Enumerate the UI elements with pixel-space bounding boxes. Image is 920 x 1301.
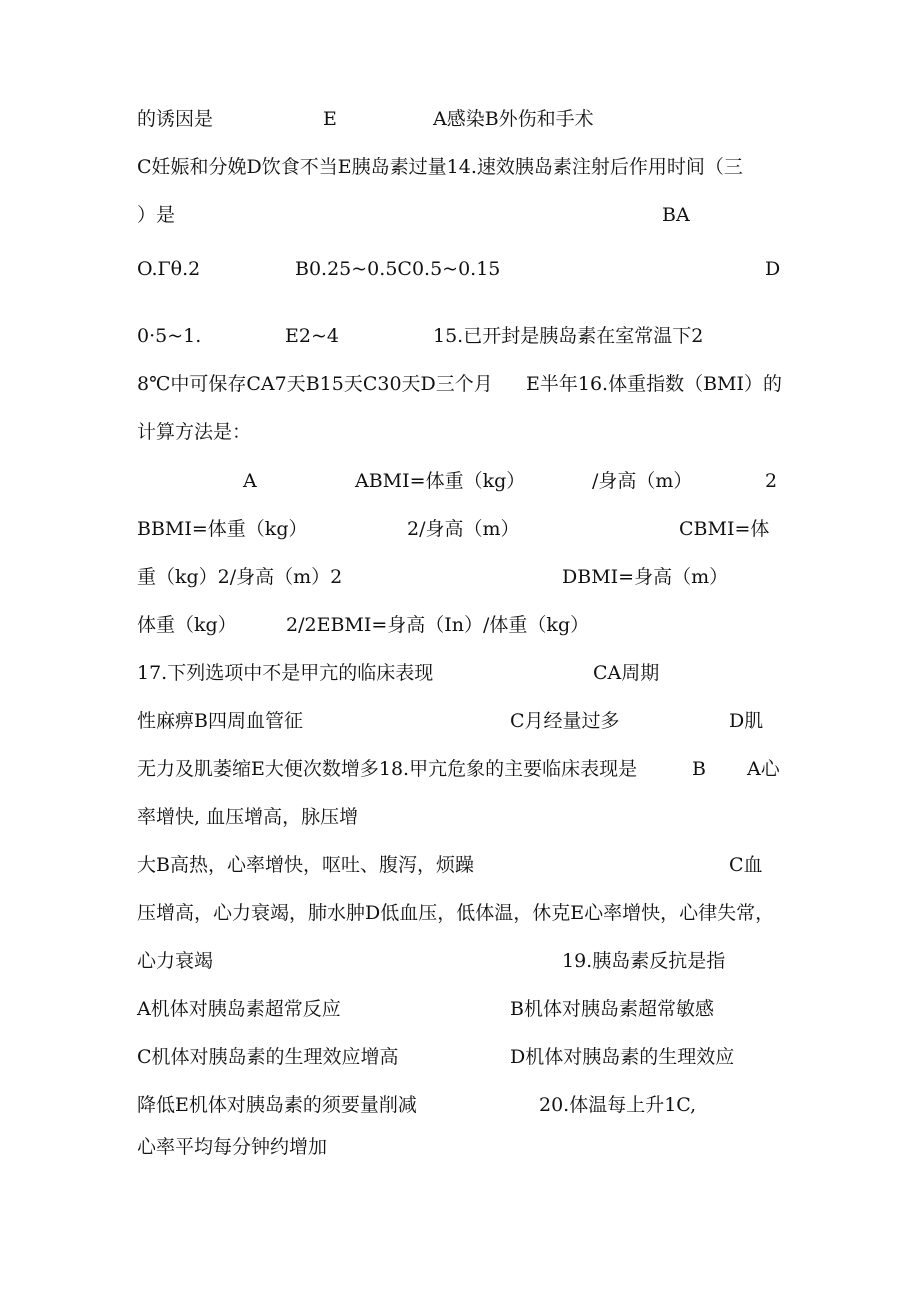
text-segment: 15.已开封是胰岛素在室常温下2 [433, 325, 704, 347]
text-segment: 大B高热，心率增快，呕吐、腹泻，烦躁 [137, 854, 474, 876]
text-segment: E半年16.体重指数（BMI）的 [526, 373, 783, 395]
text-segment: BA [662, 204, 690, 226]
text-segment: 心率平均每分钟约增加 [137, 1136, 328, 1158]
text-segment: 的诱因是 [137, 108, 214, 130]
text-segment: 体重（kg） [137, 614, 237, 636]
text-segment: E [323, 108, 337, 130]
text-segment: 20.体温每上升1C, [539, 1094, 697, 1116]
text-segment: 无力及肌萎缩E大便次数增多18.甲亢危象的主要临床表现是 [137, 758, 638, 780]
text-segment: O.Γθ.2 [137, 258, 201, 280]
text-segment: B机体对胰岛素超常敏感 [510, 998, 714, 1020]
text-segment: D肌 [729, 710, 764, 732]
text-segment: 2 [765, 470, 778, 492]
text-segment: DBMI=身高（m） [562, 566, 729, 588]
text-segment: /身高（m） [592, 470, 693, 492]
text-segment: A [243, 470, 257, 492]
text-segment: CA周期 [593, 662, 660, 684]
text-segment: 2/2EBMI=身高（In）/体重（kg） [286, 614, 590, 636]
text-segment: 心力衰竭 [137, 950, 214, 972]
text-segment: D [765, 258, 781, 280]
text-segment: ）是 [137, 204, 176, 226]
text-segment: CBMI=体 [679, 518, 770, 540]
text-segment: B0.25~0.5C0.5~0.15 [295, 258, 501, 280]
text-segment: BBMI=体重（kg） [137, 518, 308, 540]
text-segment: B [692, 758, 706, 780]
text-segment: C血 [729, 854, 763, 876]
text-segment: C妊娠和分娩D饮食不当E胰岛素过量14.速效胰岛素注射后作用时间（三 [137, 156, 743, 178]
text-segment: 重（kg）2/身高（m）2 [137, 566, 343, 588]
text-segment: A感染B外伤和手术 [433, 108, 594, 130]
text-segment: 压增高，心力衰竭，肺水肿D低血压，低体温，休克E心率增快，心律失常， [137, 902, 775, 924]
text-segment: 性麻痹B四周血管征 [137, 710, 303, 732]
text-segment: 8℃中可保存CA7天B15天C30天D三个月 [137, 373, 493, 395]
text-segment: 计算方法是： [137, 421, 252, 443]
text-segment: ABMI=体重（kg） [355, 470, 526, 492]
text-segment: 17.下列选项中不是甲亢的临床表现 [137, 662, 434, 684]
text-segment: 2/身高（m） [407, 518, 520, 540]
text-segment: 0·5~1. [137, 325, 202, 347]
text-segment: C机体对胰岛素的生理效应增高 [137, 1046, 399, 1068]
text-segment: E2~4 [285, 325, 339, 347]
text-segment: C月经量过多 [510, 710, 620, 732]
text-segment: 降低E机体对胰岛素的须要量削减 [137, 1094, 417, 1116]
text-segment: A心 [747, 758, 780, 780]
text-segment: A机体对胰岛素超常反应 [137, 998, 341, 1020]
text-segment: 19.胰岛素反抗是指 [562, 950, 726, 972]
text-segment: D机体对胰岛素的生理效应 [510, 1046, 735, 1068]
text-segment: 率增快, 血压增高，脉压增 [137, 806, 359, 828]
